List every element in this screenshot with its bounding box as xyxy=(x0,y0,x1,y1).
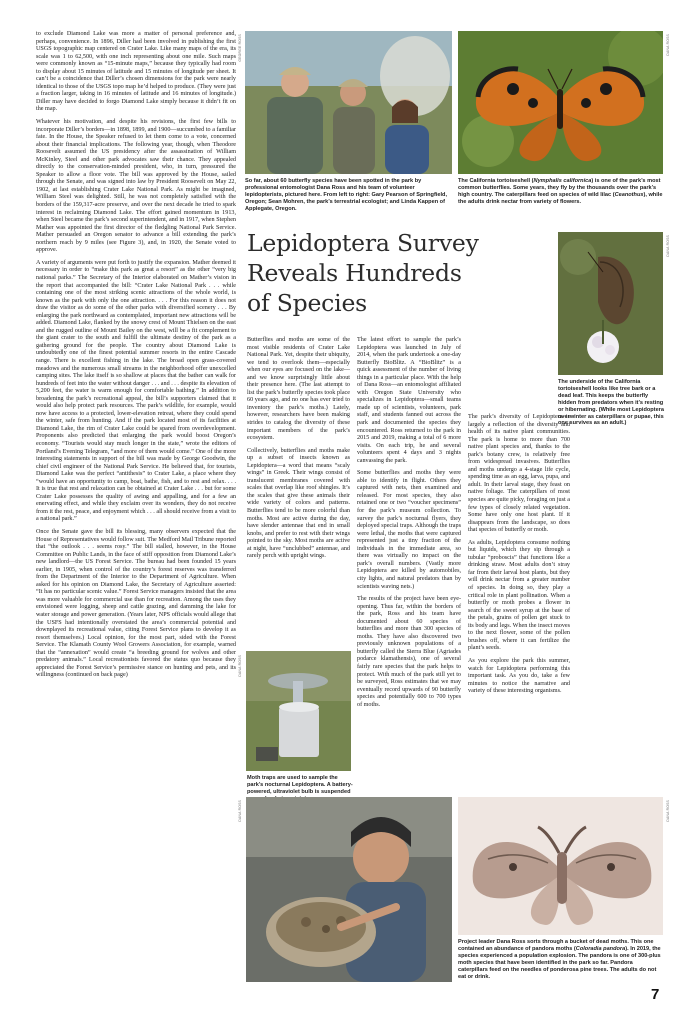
underside-illustration xyxy=(558,232,663,375)
paragraph: Butterflies and moths are some of the most visible residents of Crater Lake National Park. Yet, despite their ubiquity, we tend to overlook them—especially when our eyes are focused on the lake—and we know surprisingly little about their presence here. (The last attempt to list the park’s butterfly species took place 60 years ago, and no one has ever tried to inventory the park’s moths.) Lately, however, researchers have been making strides to catalog the diversity of these important members of the park’s ecosystem. xyxy=(247,337,350,442)
paragraph: Collectively, butterflies and moths make up a subset of insects known as Lepidoptera—a word that means “scaly wings” in Greek. Their wings consist of translucent membranes covered with scales that overlap like roof shingles. It’s the scales that give these animals their wide variety of colors and patterns. Butterflies tend to be more colorful than moths. Most are active during the day, have slender antennae that end in small knobs, and prefer to rest with their wings pointed to the sky. Most moths are active at night, have “unclubbed” antennae, and rarely perch with upright wings. xyxy=(247,447,350,560)
paragraph: A variety of arguments were put forth to justify the expansion. Mather deemed it necessary in order to “make this park as great a resort” as the other “very big national parks.” The Secretary of the Interior elaborated on Mather’s vision in the report that accompanied the bill: “Crater Lake National Park . . . while containing one of the most striking scenic attractions of the whole world, is known as the park with only the one attraction. . . . For this reason it does not draw the visitor as do some of the other parks with diversified scenery . . . By enlarging the park northward as contemplated, important new attractions will be added. Diamond Lake, flanked by the snowy crest of Mount Thielsen on the east and the rugged outline of Mount Bailey on the west, will be a fit complement to the giant crater to the south and fulfill the ultimate destiny of the park as a gathering ground for the people. The country about Diamond Lake is undoubtedly one of the finest potential summer resorts in the entire Cascade range. There is excellent fishing in the lake. The broad open grass-covered meadows and the numerous small streams in the neighborhood offer unexcelled camping sites. The lake itself is so shallow at places that the bather can walk for hundreds of feet into the water without danger . . . and . . . despite its elevation of 5,200 feet, the water is warm enough for comfortable bathing.” In addition to broadening the park’s recreational appeal, the bill’s supporters claimed that it would also help protect park resources. The park’s wildlife, for example, would now have access to a protected, lower-elevation retreat, where they could spend the winter, safe from hunting. And if the park located most of its facilities at Diamond Lake, the rim of Crater Lake could be spared from overdevelopment. Proponents also predicted that enlarging the park would boost Oregon’s economy. “Tourists would stay much longer in the state,” wrote the editors of Portland’s Evening Telegram, “and more of them would come.” One of the more interesting statements in support of the bill was made by George Goodwin, the chief civil engineer of the National Park Service. He believed that, for tourists, Diamond Lake was the perfect “antithesis” to Crater Lake, a place where they “would have an opportunity to camp, boat, bathe, fish, and to rest and relax. . . . It is true that rest and relaxation can be obtained at Crater Lake . . . but for some Crater Lake possesses the quality of awing and appalling, and for a few an enervating effect, and while they exclaim over its wonders, they do not receive from it the rest, peace, and enjoyment which . . . all should receive from a visit to a national park.” xyxy=(36,259,236,523)
photo-credit: DANA ROSS xyxy=(238,655,242,677)
photo-credit: DANA ROSS xyxy=(666,34,670,56)
moth-trap-photo xyxy=(246,651,351,771)
pandora-moth-photo xyxy=(458,797,663,935)
paragraph: As you explore the park this summer, watch for Lepidoptera performing this important task. As you do, take a few minutes to notice the narrative and variety of these interesting organisms. xyxy=(468,657,570,695)
headline-line: Lepidoptera Survey xyxy=(247,229,479,257)
tortoiseshell-photo xyxy=(458,31,663,174)
photo-credit: DANA ROSS xyxy=(666,235,670,257)
volunteers-photo xyxy=(245,31,452,174)
article-headline xyxy=(247,228,479,318)
paragraph: Some butterflies and moths they were able to identify in flight. Others they captured with nets, then examined and released. For most species, they also retained one or two “voucher specimens” for the park’s museum collection. To survey the park’s nocturnal flyers, they deployed special traps. Although the traps were lethal, the moths that were captured represented just a tiny fraction of the individuals in the immediate area, so there was virtually no impact on the park’s overall numbers. (Vastly more Lepidoptera are killed by automobiles, city lights, and natural predators than by scientists waving nets.) xyxy=(357,470,461,590)
paragraph: Once the Senate gave the bill its blessing, many observers expected that the House of Representatives would follow suit. The Medford Mail Tribune reported that “the outlook . . . seems rosy.” The bill stalled, however, in the House Committee on Public Lands, in the face of stiff opposition from Diamond Lake’s new landlord—the US Forest Service. The bureau had been founded 15 years earlier, in 1905, when control of the country’s forest reserves was transferred from the Department of the Interior to the Department of Agriculture. When asked for his opinion on Diamond Lake, the Secretary of Agriculture asserted: “It has no particular scenic value.” Forest Service managers insisted that the area was more valuable for commercial use than for recreation. Among the uses they envisioned were logging, sheep and cattle grazing, and damming the lake for water storage and power generation. (Years later, NPS officials would allege that the USFS had intentionally overstated the area’s commercial potential and downplayed its recreational value, citing Forest Service plans to develop it as resort themselves.) Local opinion, for the most part, sided with the Forest Service. The Klamath County Wool Growers Association, for example, warned that the “annexation” would create “a breeding ground for wolves and other predatory animals.” Local recreationists favored the status quo because they appreciated the Forest Service’s permissive stance on hunting and pets, and its willingness (continued on back page) xyxy=(36,529,236,679)
left-column-text xyxy=(36,31,236,685)
paragraph: As adults, Lepidoptera consume nothing but liquids, which they sip through a tubular “proboscis” that functions like a drinking straw. Most adults don’t stray far from their larval host plants, but they will drink nectar from a greater number of species. In doing so, they play a critical role in plant pollination. When a butterfly or moth probes a flower in search of the sweet syrup at the base of the petals, grains of pollen get stuck to its body and legs. When the insect moves to the next flower, some of the pollen brushes off, where it can fertilize the plant’s seeds. xyxy=(468,539,570,652)
dana-ross-photo xyxy=(246,797,452,982)
headline-line: of Species xyxy=(247,289,368,317)
right-column-text xyxy=(468,414,570,701)
paragraph: The latest effort to sample the park’s Lepidoptera was launched in July of 2014, when the park undertook a one-day Butterfly BioBlitz. A “BioBlitz” is a quick assessment of the number of living things in a particular place. With the help of Dana Ross—an entomologist affiliated with Oregon State University who specializes in Lepidoptera—small teams made up of scientists, volunteers, park staff, and students fanned out across the park and documented the species they encountered. Ross returned to the park in 2015 and 2019, making a total of 6 more visits. On each trip, he and several volunteers spent 4 days and 3 nights canvassing the park. xyxy=(357,337,461,464)
pandora-moth-illustration xyxy=(458,797,663,935)
photo-credit: DANA ROSS xyxy=(238,800,242,822)
pandora-caption: Project leader Dana Ross sorts through a bucket of dead moths. This one contained an abundance of pandora moths (Coloradia pandora). In 2019, the species experienced a population explosion. The pandora is one of 300-plus moth species that have been identified in the park so far. Pandora caterpillars feed on the needles of ponderosa pine trees. The adults do not eat or drink. xyxy=(458,939,661,980)
volunteers-illustration xyxy=(245,31,452,174)
results-paragraph: The results of the project have been eye-opening. Thus far, within the borders of the park, Ross and his team have documented about 60 species of butterflies and more than 300 species of moths. They have also discovered two previously unknown populations of a butterfly called the Sierra Blue (Agriades podarce klamathensis), one of several fairly rare species that the park helps to protect. With much of the park still yet to be surveyed, Ross estimates that we may eventually record upwards of 90 butterfly species and potentially 600 to 700 types of moths. xyxy=(357,596,461,708)
middle-column-text xyxy=(247,337,350,566)
moth-trap-caption: Moth traps are used to sample the park’s nocturnal Lepidoptera. A battery-powered, ultraviolet bulb is suspended xyxy=(247,775,353,795)
photo-credit: GEORGE ROSS xyxy=(238,34,242,62)
photo-credit: DANA ROSS xyxy=(666,800,670,822)
tortoiseshell-caption: The California tortoiseshell (Nymphalis californica) is one of the park’s most common butterflies. Some years, they fly by the thousands over the park’s high country. The caterpillars feed on species of wild lilac (Ceanothus), while the adults drink nectar from variety of flowers. xyxy=(458,178,663,205)
page-number: 7 xyxy=(651,986,660,1003)
paragraph: Whatever his motivation, and despite his revisions, the first few bills to incorporate Diller’s borders—in 1898, 1899, and 1900—succumbed to a familiar fate. In the House, the Speaker refused to let them come to a vote, concerned about their financial implications. The following year, though, when Theodore Roosevelt assumed the US presidency after the assassination of William McKinley, Steel and other park advocates saw their chance. They appealed directly to the conservation-minded president, who, in turn, pressured the Speaker to allow a floor vote. The bill was approved by the House, sailed through the Senate, and was signed into law by President Roosevelt on May 22, 1902, at last establishing Crater Lake National Park. As might be imagined, William Steel was delighted. Still, he was not completely satisfied with the borders of the 159,317-acre preserve, and over the next decade he tried to spark interest in reclaiming Diamond Lake. The effort gained momentum in 1913, when Steel became the park’s second superintendent, and in 1917, when Stephen Mather was appointed the first director of the fledgling National Park Service. Mather persuaded an Oregon senator to advance a bill extending the park’s northern reach by 9 miles (see Figure 3), and, in 1920, the Senate voted to approve. xyxy=(36,119,236,254)
butterfly-illustration xyxy=(458,31,663,174)
underside-photo xyxy=(558,232,663,375)
center-column-text xyxy=(357,337,461,714)
paragraph: The park’s diversity of Lepidoptera is largely a reflection of the diversity and health of its native plant communities. The park is home to more than 700 native plant species and, thanks to the park’s botany crew, is relatively free from widespread invasives. Butterflies and moths undergo a 4-stage life cycle, spending time as an egg, larva, pupa, and adult. In their larval stage, they feast on native foliage. The caterpillars of most species are quite picky, foraging on just a few types of closely related vegetation. Some have only one host plant. If it disappears from the landscape, so does that species of butterfly or moth. xyxy=(468,414,570,534)
researcher-illustration xyxy=(246,797,452,982)
underside-caption: The underside of the California tortoiseshell looks like tree bark or a dead leaf. This keeps the butterfly hidden from predators when it’s resting or hibernating. (While most Lepidoptera overwinter as caterpillars or pupae, this one survives as an adult.) xyxy=(558,379,664,427)
paragraph xyxy=(357,596,461,709)
headline-line: Reveals Hundreds xyxy=(247,259,462,287)
people-caption: So far, about 60 butterfly species have been spotted in the park by professional entomologist Dana Ross and his team of volunteer lepidopterists, pictured here. From left to right: Gary Pearson of Springfield, Oregon; Sean Mohren, the park’s terrestrial ecologist; and Linda Kappen of Applegate, Oregon. xyxy=(245,178,448,212)
moth-trap-illustration xyxy=(246,651,351,771)
paragraph: to exclude Diamond Lake was more a matter of personal preference and, perhaps, convenience. In 1896, Diller had been involved in publishing the first USGS topographic map centered on Crater Lake. Like many maps of the era, its scale was 1 to 62,500, with one inch representing about one mile. Such maps were commonly known as “15-minute maps,” because they typically had room to display about 15 minutes of latitude and 15 minutes of longitude per sheet. It can’t be a coincidence that Diller’s chosen dimensions for the park were nearly identical to those of the USGS topo map he’d helped to produce. (They were just a fraction larger, taking in 16 minutes of latitude and 16 minutes of longitude.) Diller may have decided to forgo Diamond Lake simply because it didn’t fit on the map. xyxy=(36,31,236,113)
